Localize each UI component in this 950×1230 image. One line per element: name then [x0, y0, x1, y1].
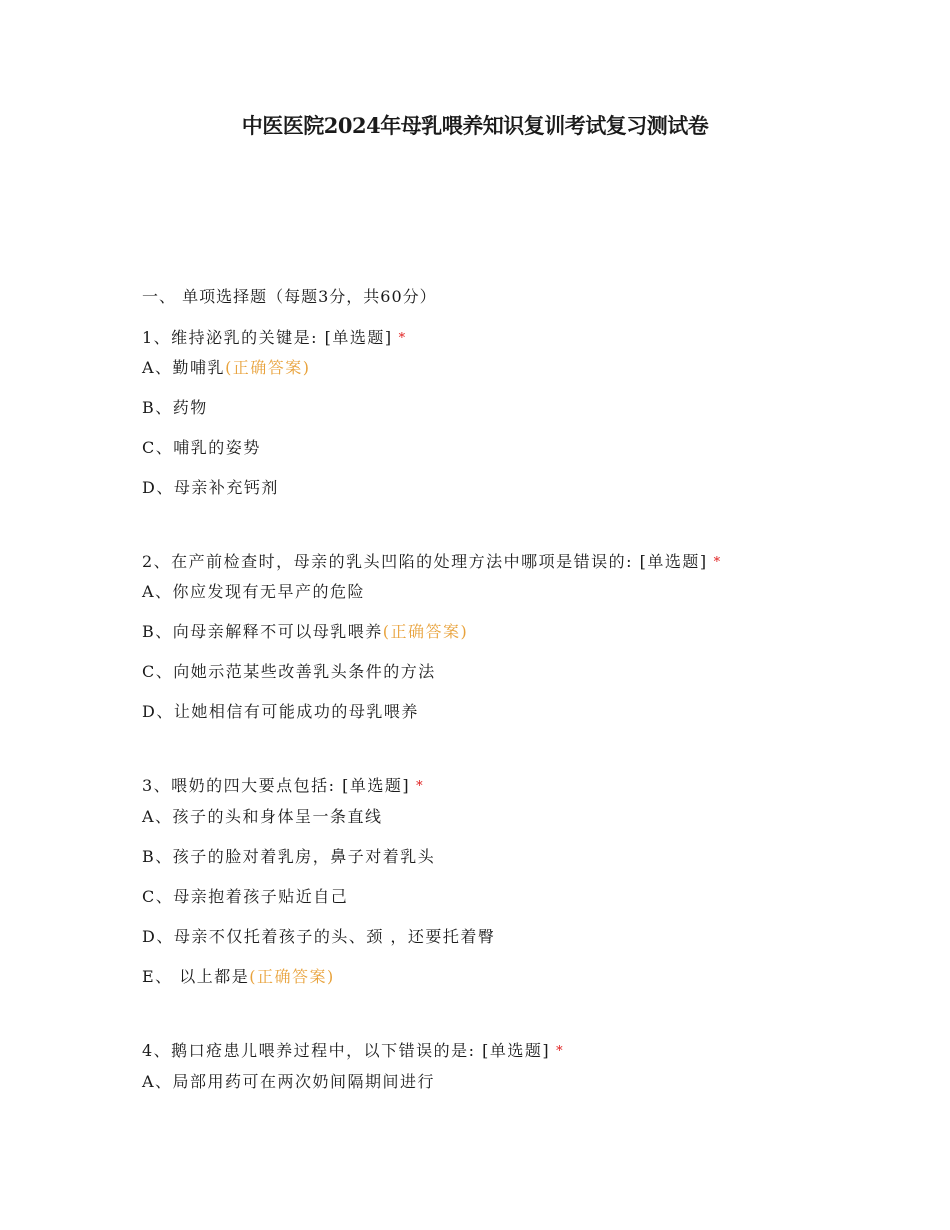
correct-answer-tag: (正确答案)	[225, 358, 311, 377]
question-stem-text: 2、在产前检查时，母亲的乳头凹陷的处理方法中哪项是错误的: [单选题]	[142, 552, 708, 571]
option-3d: D、母亲不仅托着孩子的头、颈 ，还要托着臀	[142, 927, 496, 946]
question-stem-3	[142, 775, 424, 799]
option-4a: A、局部用药可在两次奶间隔期间进行	[142, 1072, 436, 1091]
question-stem-4	[142, 1040, 564, 1064]
question-stem-text: 1、维持泌乳的关键是: [单选题]	[142, 328, 393, 347]
option-text: E、 以上都是	[142, 967, 250, 986]
option-3b: B、孩子的脸对着乳房，鼻子对着乳头	[142, 847, 436, 866]
option-1b: B、药物	[142, 398, 208, 417]
required-mark: *	[556, 1044, 565, 1059]
option-3a: A、孩子的头和身体呈一条直线	[142, 807, 383, 826]
section-heading: 一、 单项选择题（每题3分，共60分）	[142, 287, 437, 306]
question-stem-text: 4、鹅口疮患儿喂养过程中，以下错误的是: [单选题]	[142, 1041, 551, 1060]
option-text: B、向母亲解释不可以母乳喂养	[142, 622, 383, 641]
question-stem-text: 3、喂奶的四大要点包括: [单选题]	[142, 776, 411, 795]
option-3c: C、母亲抱着孩子贴近自己	[142, 887, 349, 906]
required-mark: *	[416, 779, 425, 794]
required-mark: *	[713, 555, 722, 570]
correct-answer-tag: (正确答案)	[382, 622, 469, 641]
option-2b	[142, 621, 468, 643]
document-title: 中医医院2024年母乳喂养知识复训考试复习测试卷	[241, 113, 709, 138]
option-2a: A、你应发现有无早产的危险	[142, 582, 366, 601]
required-mark: *	[398, 331, 407, 346]
option-1d: D、母亲补充钙剂	[142, 478, 279, 497]
correct-answer-tag: (正确答案)	[249, 967, 335, 986]
option-1c: C、哺乳的姿势	[142, 438, 261, 457]
option-3e	[142, 966, 335, 988]
option-2d: D、让她相信有可能成功的母乳喂养	[142, 702, 419, 721]
option-2c: C、向她示范某些改善乳头条件的方法	[142, 662, 436, 681]
question-stem-2	[142, 551, 722, 575]
option-1a	[142, 357, 311, 379]
option-text: A、勤哺乳	[142, 358, 226, 377]
question-stem-1	[142, 327, 407, 351]
